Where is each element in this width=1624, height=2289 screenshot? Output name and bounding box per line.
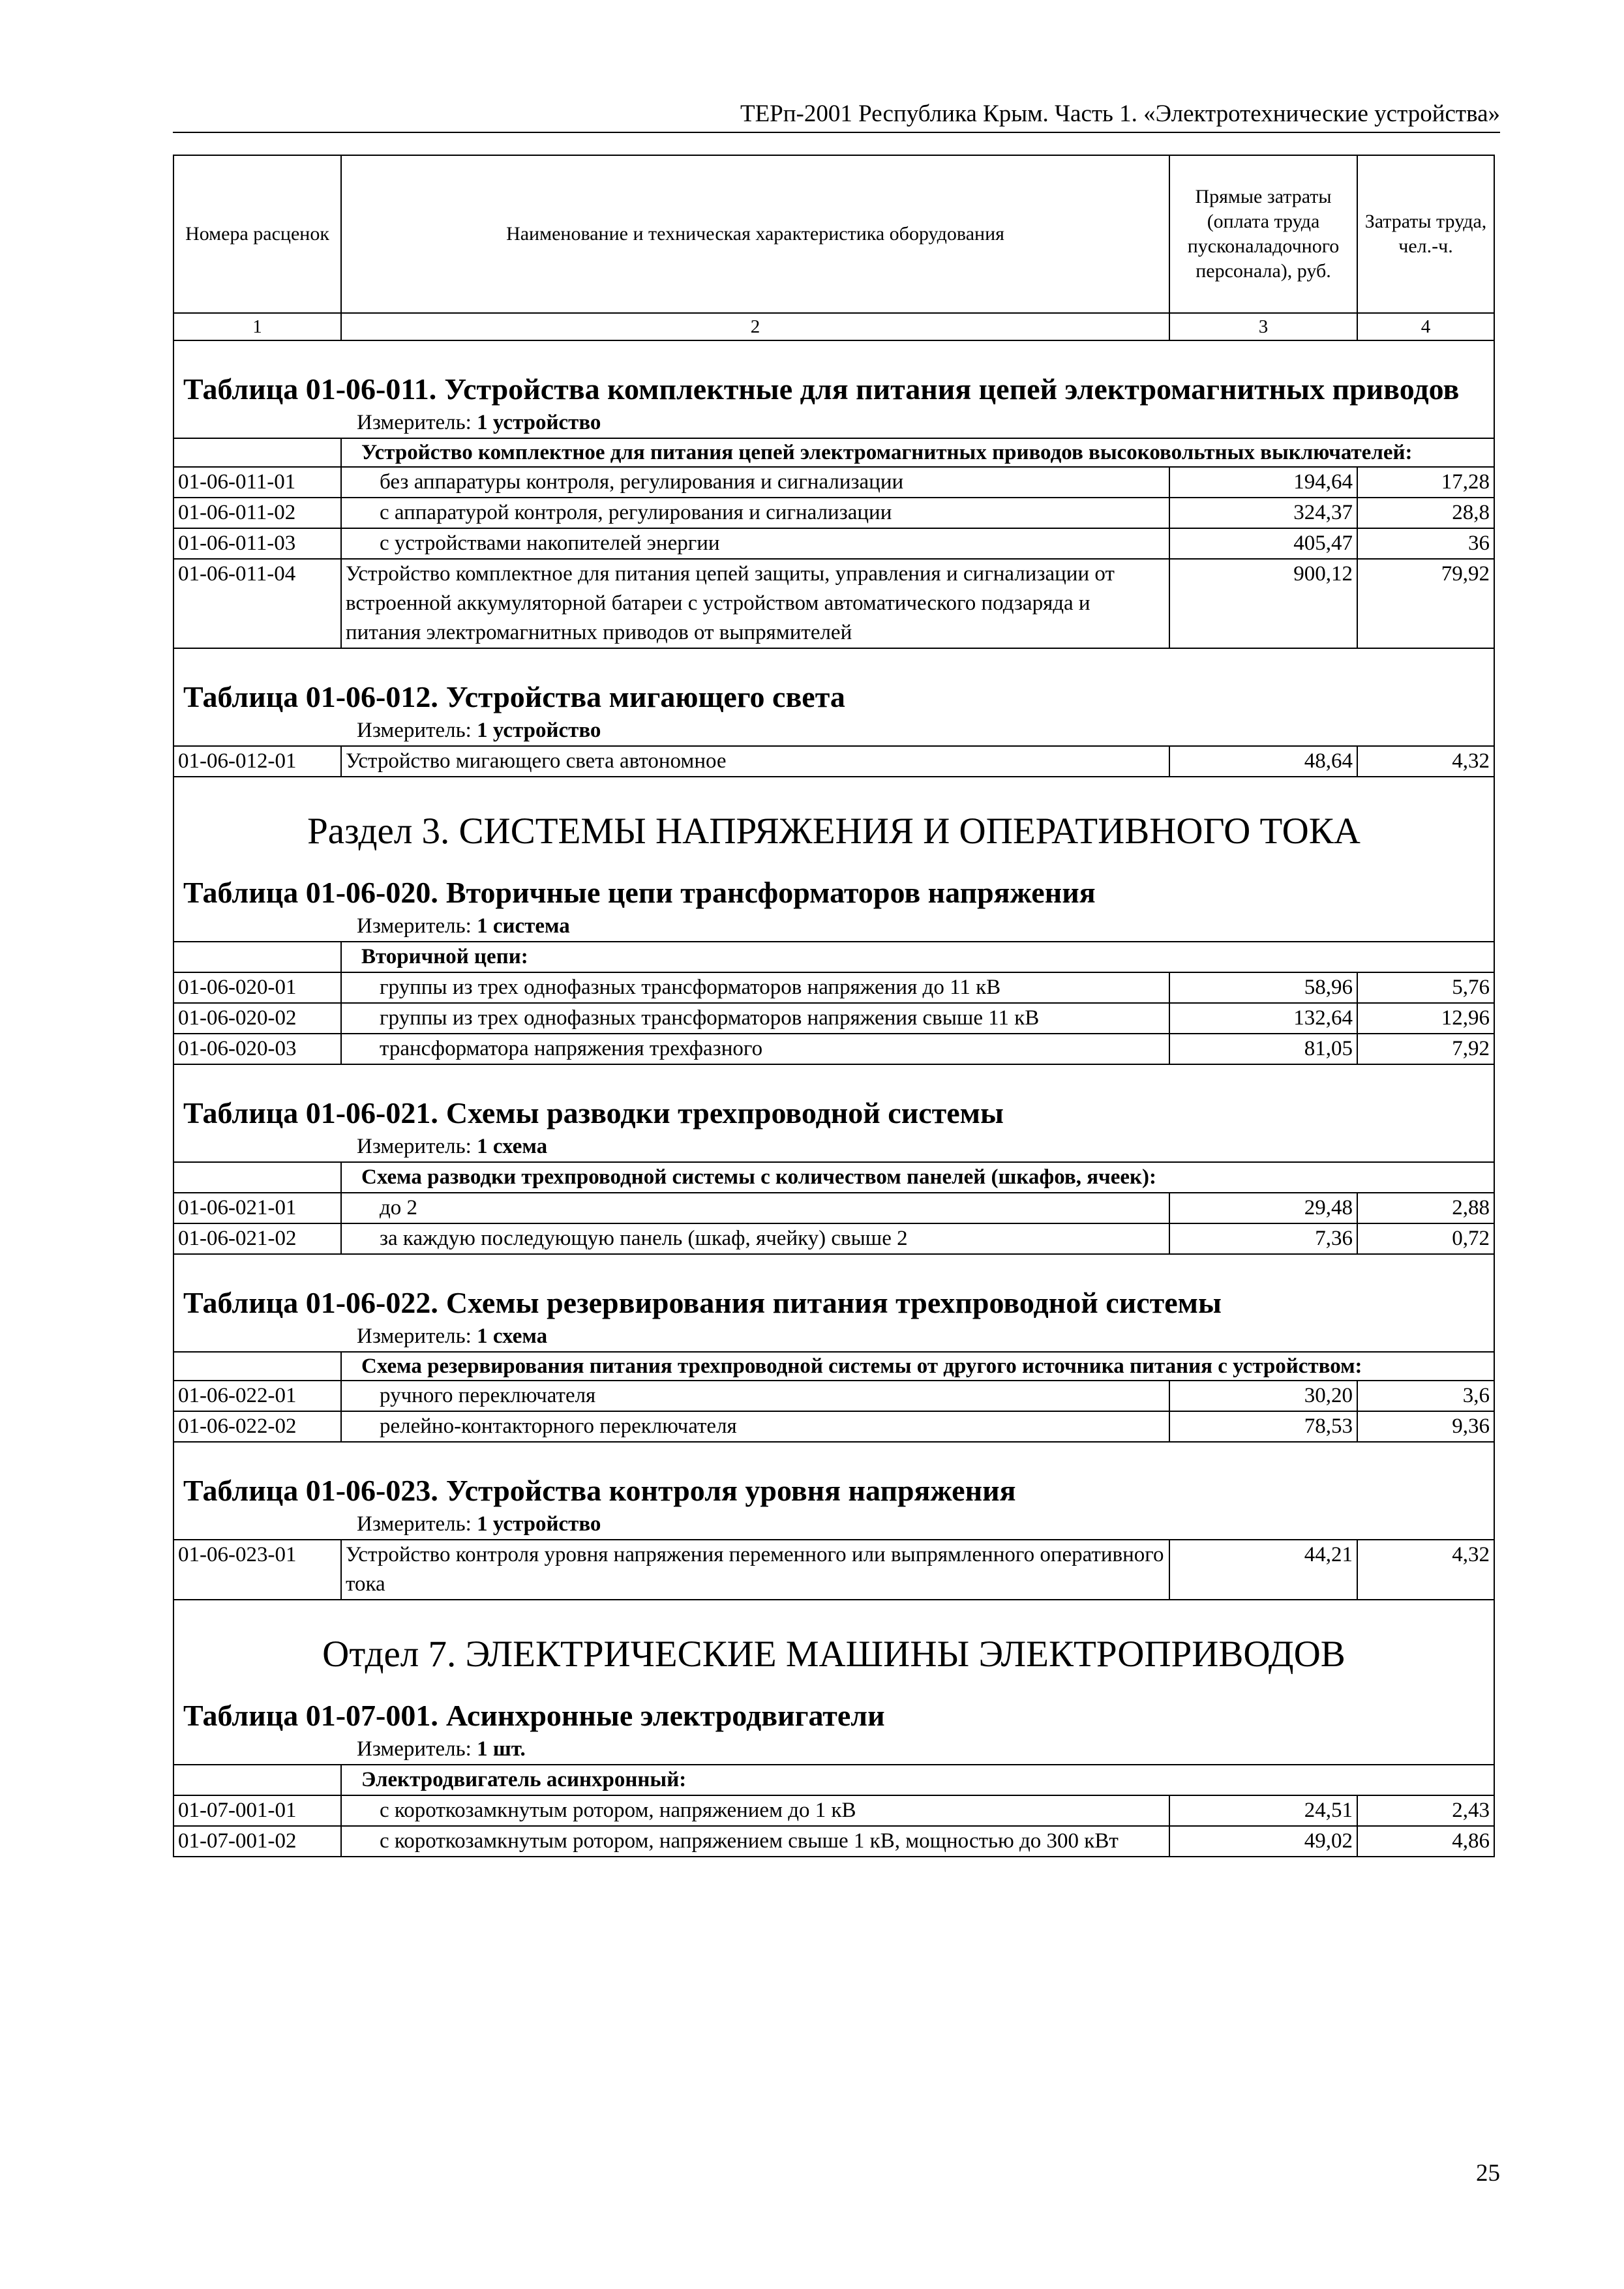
table-title-row: [173, 861, 1494, 912]
rate-cost: 324,37: [1169, 498, 1357, 528]
rates-table: [173, 155, 1495, 1857]
rate-code: 01-07-001-02: [173, 1826, 341, 1857]
measure-label: Измеритель:: [357, 1512, 472, 1536]
measure-row: [173, 408, 1494, 438]
rate-code: 01-06-020-01: [173, 972, 341, 1003]
rate-labor: 36: [1357, 528, 1494, 559]
table-title-label: Таблица 01-06-022.: [183, 1286, 438, 1319]
group-heading: Схема резервирования питания трехпроводной системы от другого источника питания с устройством:: [341, 1352, 1494, 1381]
table-title-text: Схемы разводки трехпроводной системы: [445, 1096, 1004, 1130]
group-heading-row: [173, 438, 1494, 467]
rate-name: за каждую последующую панель (шкаф, ячейку) свыше 2: [341, 1223, 1169, 1254]
measure-row: [173, 1322, 1494, 1352]
rate-cost: 81,05: [1169, 1034, 1357, 1064]
rate-cost: 7,36: [1169, 1223, 1357, 1254]
rate-cost: 29,48: [1169, 1193, 1357, 1223]
rate-code: 01-07-001-01: [173, 1795, 341, 1826]
measure-label: Измеритель:: [357, 411, 472, 434]
table-row: [173, 1223, 1494, 1254]
table-title-row: [173, 1064, 1494, 1132]
rate-name: без аппаратуры контроля, регулирования и сигнализации: [341, 467, 1169, 498]
measure-value: 1 устройство: [477, 1512, 601, 1536]
table-title-text: Асинхронные электродвигатели: [445, 1699, 885, 1732]
header-codes: Номера расценок: [173, 155, 341, 313]
table-title: [183, 874, 1484, 912]
rate-labor: 4,86: [1357, 1826, 1494, 1857]
rate-labor: 79,92: [1357, 559, 1494, 648]
table-row: [173, 1795, 1494, 1826]
section-heading-row: [173, 777, 1494, 861]
table-row: [173, 528, 1494, 559]
table-title-label: Таблица 01-06-023.: [183, 1474, 438, 1507]
rate-name: Устройство контроля уровня напряжения переменного или выпрямленного оперативного тока: [341, 1540, 1169, 1600]
rate-cost: 44,21: [1169, 1540, 1357, 1600]
table-title-row: [173, 1684, 1494, 1735]
table-title-label: Таблица 01-06-012.: [183, 680, 438, 713]
column-number: 1: [173, 313, 341, 340]
rate-code: 01-06-011-04: [173, 559, 341, 648]
table-title-text: Устройства комплектные для питания цепей электромагнитных приводов: [444, 372, 1460, 406]
column-number: 4: [1357, 313, 1494, 340]
rate-cost: 78,53: [1169, 1411, 1357, 1442]
rate-labor: 28,8: [1357, 498, 1494, 528]
measure-label: Измеритель:: [357, 1324, 472, 1348]
table-title-text: Вторичные цепи трансформаторов напряжения: [445, 876, 1096, 909]
table-title-label: Таблица 01-07-001.: [183, 1699, 438, 1732]
group-heading: Устройство комплектное для питания цепей электромагнитных приводов высоковольтных выключателей:: [341, 438, 1494, 467]
rate-cost: 24,51: [1169, 1795, 1357, 1826]
rate-cost: 132,64: [1169, 1003, 1357, 1034]
measure-label: Измеритель:: [357, 914, 472, 938]
rate-labor: 2,88: [1357, 1193, 1494, 1223]
measure-value: 1 устройство: [477, 411, 601, 434]
table-row: [173, 972, 1494, 1003]
page-number: 25: [1476, 2160, 1500, 2187]
table-row: [173, 1034, 1494, 1064]
rate-code: 01-06-023-01: [173, 1540, 341, 1600]
measure-label: Измеритель:: [357, 719, 472, 742]
rate-code: 01-06-011-03: [173, 528, 341, 559]
rate-labor: 3,6: [1357, 1381, 1494, 1411]
rate-name: ручного переключателя: [341, 1381, 1169, 1411]
group-heading-row: [173, 1765, 1494, 1795]
rate-name: Устройство мигающего света автономное: [341, 746, 1169, 777]
header-name: Наименование и техническая характеристика оборудования: [341, 155, 1169, 313]
rate-labor: 9,36: [1357, 1411, 1494, 1442]
rate-name: релейно-контакторного переключателя: [341, 1411, 1169, 1442]
rate-name: с устройствами накопителей энергии: [341, 528, 1169, 559]
rate-name: группы из трех однофазных трансформаторов напряжения до 11 кВ: [341, 972, 1169, 1003]
measure-value: 1 схема: [477, 1324, 548, 1348]
rate-labor: 4,32: [1357, 746, 1494, 777]
column-number: 3: [1169, 313, 1357, 340]
table-row: [173, 559, 1494, 648]
rate-cost: 58,96: [1169, 972, 1357, 1003]
rate-labor: 17,28: [1357, 467, 1494, 498]
table-row: [173, 1540, 1494, 1600]
group-heading-row: [173, 1352, 1494, 1381]
rate-labor: 4,32: [1357, 1540, 1494, 1600]
rate-cost: 900,12: [1169, 559, 1357, 648]
rate-cost: 405,47: [1169, 528, 1357, 559]
column-number: 2: [341, 313, 1169, 340]
measure-row: [173, 1510, 1494, 1540]
rate-code: 01-06-011-01: [173, 467, 341, 498]
rate-name: с короткозамкнутым ротором, напряжением до 1 кВ: [341, 1795, 1169, 1826]
table-row: [173, 467, 1494, 498]
rate-name: до 2: [341, 1193, 1169, 1223]
group-heading-row: [173, 1162, 1494, 1193]
table-row: [173, 498, 1494, 528]
table-row: [173, 746, 1494, 777]
table-title: [183, 1697, 1484, 1735]
header-cost: Прямые затраты (оплата труда пусконаладочного персонала), руб.: [1169, 155, 1357, 313]
table-title-text: Схемы резервирования питания трехпроводной системы: [445, 1286, 1222, 1319]
rate-labor: 2,43: [1357, 1795, 1494, 1826]
rate-cost: 48,64: [1169, 746, 1357, 777]
rate-code: 01-06-021-01: [173, 1193, 341, 1223]
measure-label: Измеритель:: [357, 1737, 472, 1761]
measure-label: Измеритель:: [357, 1135, 472, 1158]
measure-value: 1 схема: [477, 1135, 548, 1158]
table-title-label: Таблица 01-06-020.: [183, 876, 438, 909]
rate-code: 01-06-021-02: [173, 1223, 341, 1254]
table-row: [173, 1003, 1494, 1034]
table-title: [183, 1094, 1484, 1132]
group-heading: Электродвигатель асинхронный:: [341, 1765, 1494, 1795]
table-header-row: [173, 155, 1494, 313]
table-row: [173, 1193, 1494, 1223]
table-title: [183, 1284, 1484, 1322]
column-numbers-row: [173, 313, 1494, 340]
rate-name: Устройство комплектное для питания цепей защиты, управления и сигнализации от встроенной аккумуляторной батареи с устройством автоматического подзаряда и питания электромагнитных приводов от выпрямителей: [341, 559, 1169, 648]
section-heading: Раздел 3. СИСТЕМЫ НАПРЯЖЕНИЯ И ОПЕРАТИВНОГО ТОКА: [173, 777, 1494, 861]
rate-code: 01-06-022-02: [173, 1411, 341, 1442]
group-heading: Вторичной цепи:: [341, 942, 1494, 972]
rate-code: 01-06-020-02: [173, 1003, 341, 1034]
table-title: [183, 370, 1484, 408]
rate-labor: 7,92: [1357, 1034, 1494, 1064]
group-heading-row: [173, 942, 1494, 972]
rate-name: группы из трех однофазных трансформаторов напряжения свыше 11 кВ: [341, 1003, 1169, 1034]
rate-labor: 5,76: [1357, 972, 1494, 1003]
table-title-row: [173, 648, 1494, 716]
header-labor: Затраты труда, чел.-ч.: [1357, 155, 1494, 313]
table-title-label: Таблица 01-06-021.: [183, 1096, 438, 1130]
measure-value: 1 шт.: [477, 1737, 526, 1761]
rate-name: с аппаратурой контроля, регулирования и сигнализации: [341, 498, 1169, 528]
rate-name: с короткозамкнутым ротором, напряжением свыше 1 кВ, мощностью до 300 кВт: [341, 1826, 1169, 1857]
table-title-row: [173, 1254, 1494, 1322]
rate-code: 01-06-011-02: [173, 498, 341, 528]
rate-cost: 194,64: [1169, 467, 1357, 498]
table-title-text: Устройства мигающего света: [445, 680, 845, 713]
table-title-text: Устройства контроля уровня напряжения: [445, 1474, 1016, 1507]
rate-labor: 0,72: [1357, 1223, 1494, 1254]
group-heading: Схема разводки трехпроводной системы с количеством панелей (шкафов, ячеек):: [341, 1162, 1494, 1193]
rate-cost: 30,20: [1169, 1381, 1357, 1411]
measure-row: [173, 1735, 1494, 1765]
measure-row: [173, 1132, 1494, 1162]
measure-row: [173, 912, 1494, 942]
measure-row: [173, 716, 1494, 746]
rate-code: 01-06-012-01: [173, 746, 341, 777]
rate-name: трансформатора напряжения трехфазного: [341, 1034, 1169, 1064]
table-title-row: [173, 1442, 1494, 1510]
table-row: [173, 1381, 1494, 1411]
department-heading: Отдел 7. ЭЛЕКТРИЧЕСКИЕ МАШИНЫ ЭЛЕКТРОПРИВОДОВ: [173, 1600, 1494, 1684]
measure-value: 1 система: [477, 914, 570, 938]
rate-cost: 49,02: [1169, 1826, 1357, 1857]
table-title-label: Таблица 01-06-011.: [183, 372, 437, 406]
table-row: [173, 1826, 1494, 1857]
table-title-row: [173, 340, 1494, 408]
measure-value: 1 устройство: [477, 719, 601, 742]
running-header: ТЕРп-2001 Республика Крым. Часть 1. «Электротехнические устройства»: [173, 98, 1500, 133]
table-title: [183, 678, 1484, 716]
table-title: [183, 1472, 1484, 1510]
department-heading-row: [173, 1600, 1494, 1684]
rate-code: 01-06-020-03: [173, 1034, 341, 1064]
rate-labor: 12,96: [1357, 1003, 1494, 1034]
table-row: [173, 1411, 1494, 1442]
rate-code: 01-06-022-01: [173, 1381, 341, 1411]
